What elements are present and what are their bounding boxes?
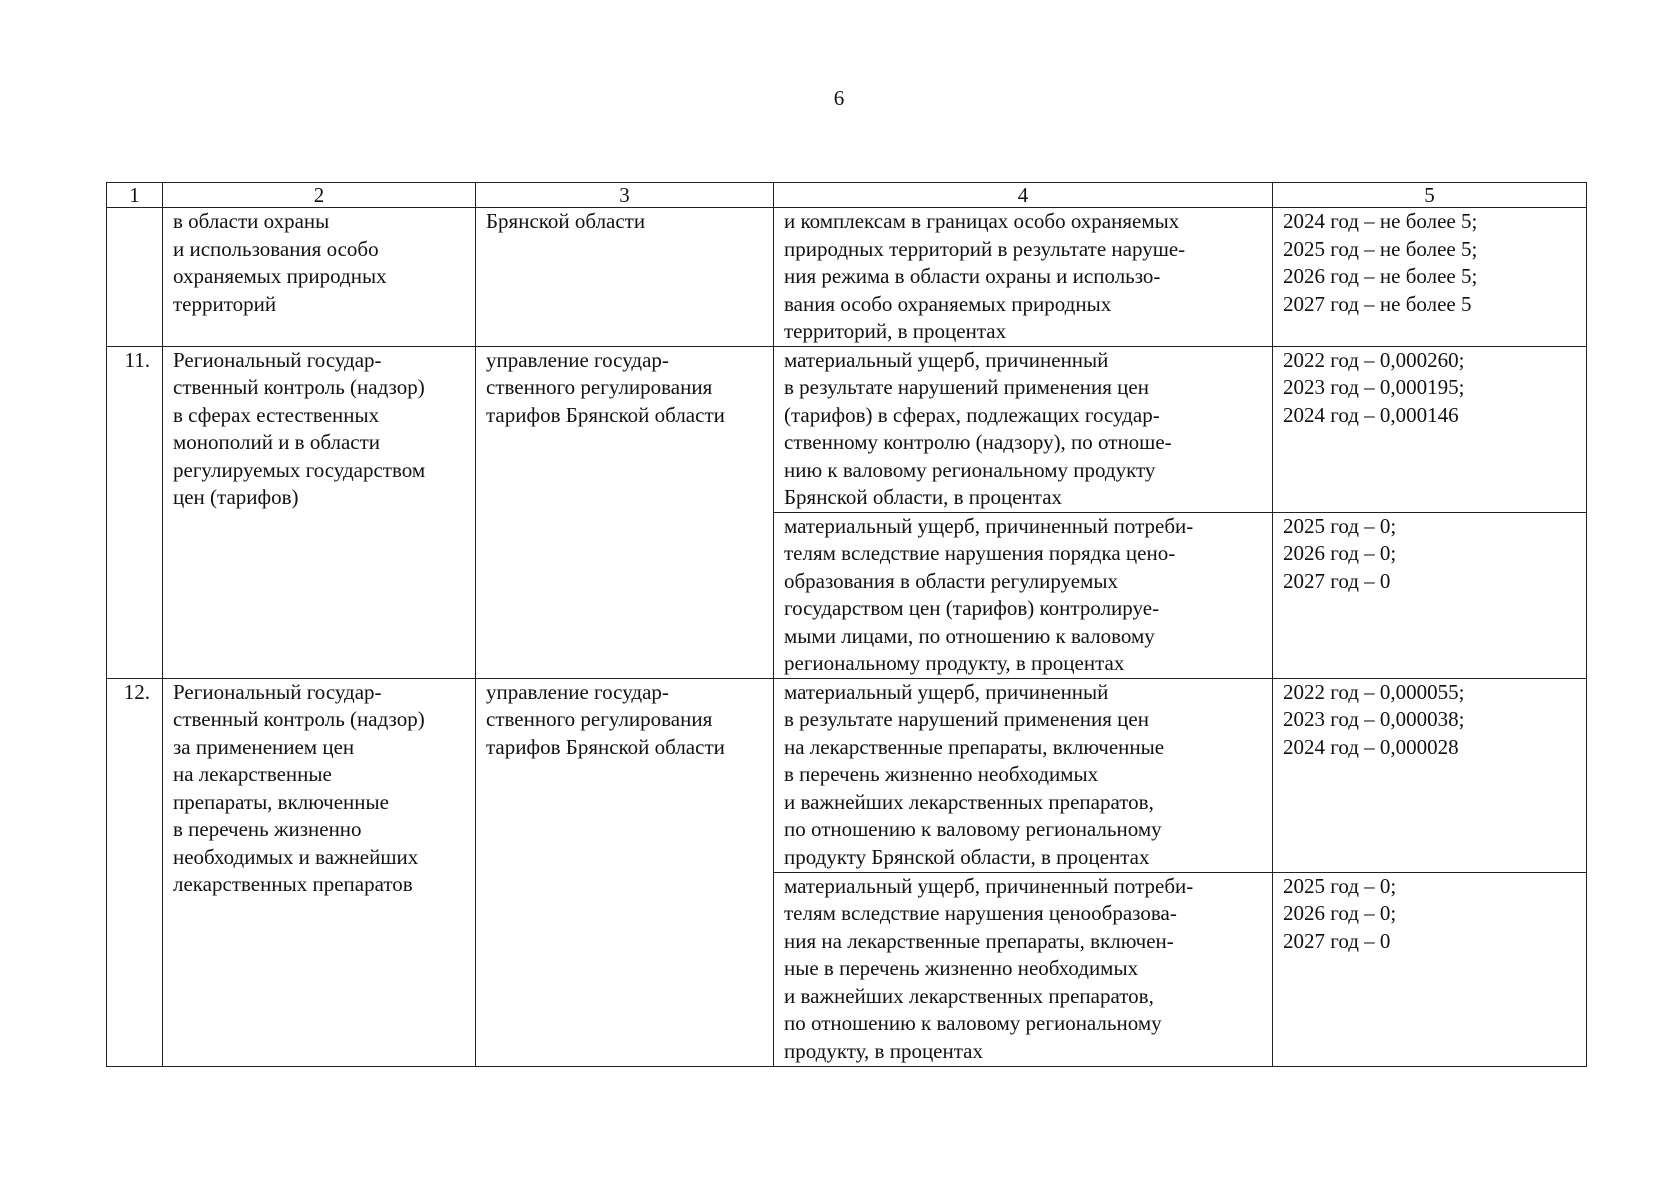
cell-text-line: ные в перечень жизненно необходимых: [784, 956, 1139, 980]
cell-text-line: телям вследствие нарушения порядка цено-: [784, 541, 1176, 565]
cell-text-line: 2023 год – 0,000195;: [1283, 375, 1465, 399]
regulatory-table: [106, 182, 1587, 1067]
target-values-cell: [1273, 872, 1587, 1066]
cell-text-line: и комплексам в границах особо охраняемых: [784, 209, 1180, 233]
cell-text-line: ственный контроль (надзор): [173, 707, 425, 731]
cell-text-line: продукту Брянской области, в процентах: [784, 844, 1150, 869]
target-values-cell: [1273, 512, 1587, 678]
cell-text-line: управление государ-: [486, 347, 669, 372]
cell-text-line: 2025 год – 0;: [1283, 513, 1397, 538]
control-name-cell: [163, 346, 476, 678]
cell-text-line: территорий: [173, 291, 277, 316]
cell-text-line: материальный ущерб, причиненный потреби-: [784, 513, 1194, 538]
cell-text-line: региональному продукту, в процентах: [784, 651, 1125, 675]
cell-text-line: необходимых и важнейших: [173, 844, 419, 869]
cell-text-line: в перечень жизненно необходимых: [784, 762, 1099, 786]
cell-text-line: на лекарственные: [173, 762, 332, 786]
cell-text-line: Региональный государ-: [173, 679, 382, 704]
cell-text-line: 2027 год – не более 5: [1283, 291, 1472, 316]
cell-text-line: за применением цен: [173, 734, 355, 759]
cell-text-line: в перечень жизненно: [173, 817, 362, 841]
cell-text-line: нию к валовому региональному продукту: [784, 457, 1156, 482]
cell-text-line: природных территорий в результате наруше-: [784, 236, 1186, 261]
table-row-12a: [107, 678, 1587, 872]
cell-text-line: материальный ущерб, причиненный потреби-: [784, 873, 1194, 898]
cell-text-line: 2026 год – 0;: [1283, 541, 1397, 565]
cell-text-line: Брянской области: [486, 209, 646, 233]
cell-text-line: ственному контролю (надзору), по отноше-: [784, 430, 1172, 454]
cell-text-line: телям вследствие нарушения ценообразова-: [784, 901, 1177, 925]
cell-text-line: ственный контроль (надзор): [173, 375, 425, 399]
cell-text-line: 2024 год – 0,000028: [1283, 734, 1459, 759]
cell-text-line: в результате нарушений применения цен: [784, 707, 1149, 731]
control-name-cell: [163, 678, 476, 1066]
cell-text-line: и важнейших лекарственных препаратов,: [784, 983, 1154, 1008]
row-number-cell: [107, 208, 163, 347]
cell-text-line: 2027 год – 0: [1283, 928, 1391, 953]
header-col-2: 2: [163, 183, 476, 208]
cell-text-line: лекарственных препаратов: [173, 872, 413, 896]
cell-text-line: 2026 год – 0;: [1283, 901, 1397, 925]
indicator-cell: [774, 208, 1273, 347]
cell-text-line: в результате нарушений применения цен: [784, 375, 1149, 399]
cell-text-line: ственного регулирования: [486, 707, 713, 731]
table-row-continuation: [107, 208, 1587, 347]
cell-text-line: мыми лицами, по отношению к валовому: [784, 623, 1155, 648]
authority-cell: [476, 678, 774, 1066]
target-values-cell: [1273, 208, 1587, 347]
cell-text-line: и использования особо: [173, 236, 379, 261]
row-number-cell: 12.: [107, 678, 163, 1066]
cell-text-line: и важнейших лекарственных препаратов,: [784, 789, 1154, 814]
cell-text-line: 2025 год – не более 5;: [1283, 236, 1478, 261]
cell-text-line: вания особо охраняемых природных: [784, 291, 1112, 316]
cell-text-line: 2022 год – 0,000260;: [1283, 347, 1465, 372]
cell-text-line: 2024 год – не более 5;: [1283, 209, 1478, 233]
cell-text-line: образования в области регулируемых: [784, 568, 1119, 593]
header-col-5: 5: [1273, 183, 1587, 208]
cell-text-line: территорий, в процентах: [784, 319, 1007, 343]
cell-text-line: 2024 год – 0,000146: [1283, 402, 1459, 427]
cell-text-line: продукту, в процентах: [784, 1038, 983, 1063]
cell-text-line: 2023 год – 0,000038;: [1283, 707, 1465, 731]
cell-text-line: тарифов Брянской области: [486, 734, 725, 759]
indicator-cell: [774, 346, 1273, 512]
cell-text-line: по отношению к валовому региональному: [784, 817, 1162, 841]
header-col-1: 1: [107, 183, 163, 208]
cell-text-line: Брянской области, в процентах: [784, 485, 1063, 509]
indicator-cell: [774, 678, 1273, 872]
cell-text-line: охраняемых природных: [173, 264, 387, 288]
cell-text-line: цен (тарифов): [173, 485, 299, 509]
table-row-11a: [107, 346, 1587, 512]
cell-text-line: тарифов Брянской области: [486, 402, 725, 427]
cell-text-line: монополий и в области: [173, 430, 381, 454]
header-col-4: 4: [774, 183, 1273, 208]
cell-text-line: по отношению к валовому региональному: [784, 1011, 1162, 1035]
row-number-cell: 11.: [107, 346, 163, 678]
cell-text-line: государством цен (тарифов) контролируе-: [784, 596, 1160, 620]
cell-text-line: в области охраны: [173, 209, 330, 233]
table-header-row: [107, 183, 1587, 208]
header-col-3: 3: [476, 183, 774, 208]
authority-cell: [476, 346, 774, 678]
cell-text-line: (тарифов) в сферах, подлежащих государ-: [784, 402, 1160, 427]
cell-text-line: материальный ущерб, причиненный: [784, 347, 1109, 372]
cell-text-line: 2025 год – 0;: [1283, 873, 1397, 898]
indicator-cell: [774, 512, 1273, 678]
cell-text-line: препараты, включенные: [173, 789, 389, 814]
target-values-cell: [1273, 346, 1587, 512]
cell-text-line: в сферах естественных: [173, 402, 380, 427]
cell-text-line: Региональный государ-: [173, 347, 382, 372]
cell-text-line: регулируемых государством: [173, 457, 426, 482]
cell-text-line: ния на лекарственные препараты, включен-: [784, 928, 1174, 953]
control-name-cell: [163, 208, 476, 347]
cell-text-line: 2026 год – не более 5;: [1283, 264, 1478, 288]
cell-text-line: 2022 год – 0,000055;: [1283, 679, 1465, 704]
page-number: 6: [833, 86, 845, 110]
cell-text-line: ственного регулирования: [486, 375, 713, 399]
indicator-cell: [774, 872, 1273, 1066]
target-values-cell: [1273, 678, 1587, 872]
cell-text-line: 2027 год – 0: [1283, 568, 1391, 593]
authority-cell: [476, 208, 774, 347]
cell-text-line: материальный ущерб, причиненный: [784, 679, 1109, 704]
cell-text-line: управление государ-: [486, 679, 669, 704]
cell-text-line: ния режима в области охраны и использо-: [784, 264, 1161, 288]
cell-text-line: на лекарственные препараты, включенные: [784, 734, 1165, 759]
